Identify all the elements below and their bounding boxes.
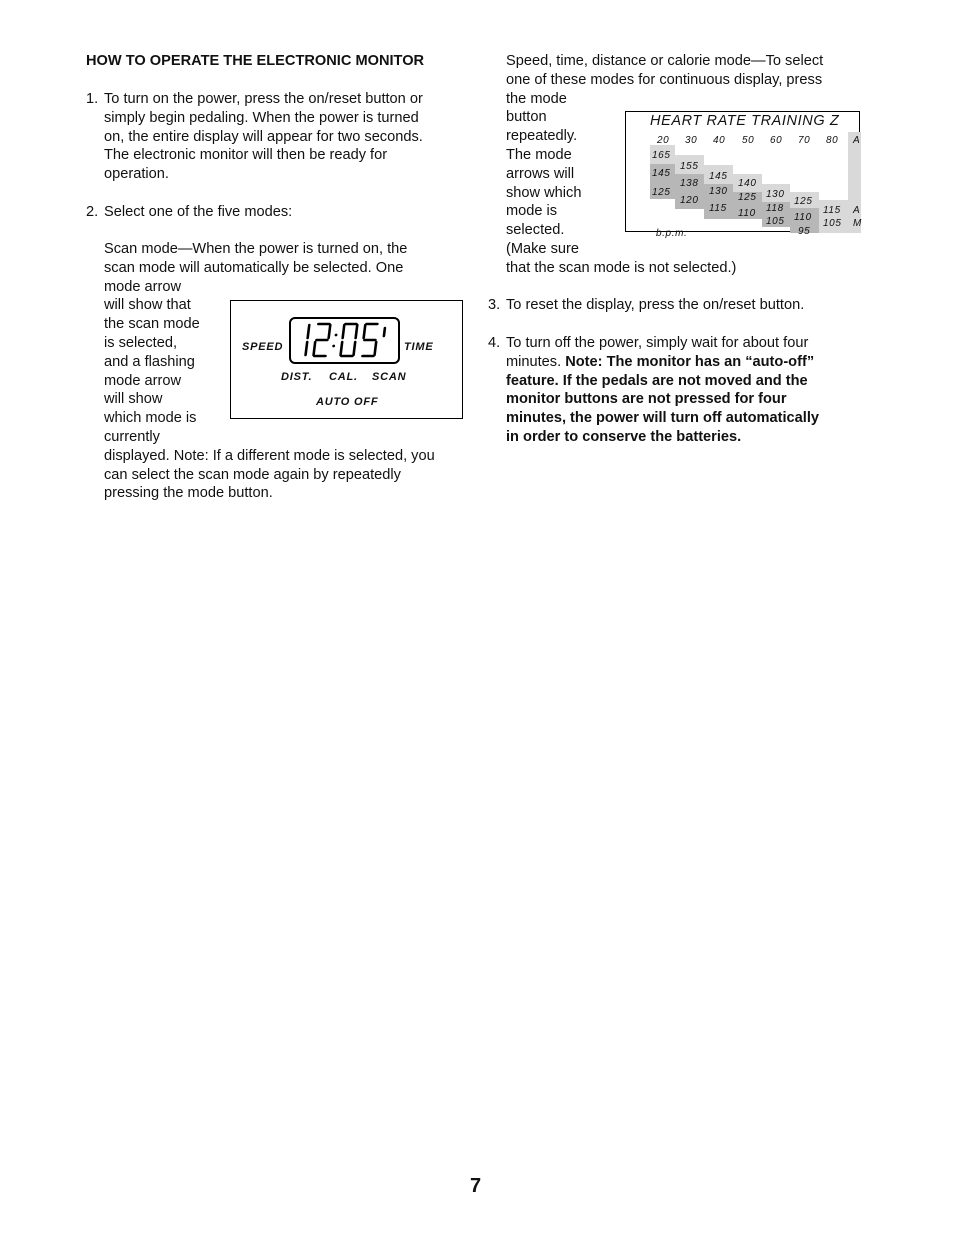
scan-mode-line: can select the scan mode again by repeatedly <box>104 466 401 483</box>
heart-rate-chart <box>625 111 862 239</box>
step-1-number: 1. <box>86 91 99 107</box>
age-label: 60 <box>770 135 783 146</box>
mode-select-line: mode is <box>506 203 558 220</box>
calories-label: CAL. <box>329 371 358 383</box>
step-1-line: To turn on the power, press the on/reset button or <box>104 91 423 107</box>
step-1-line: operation. <box>104 166 169 183</box>
step-3-number: 3. <box>488 297 501 313</box>
mode-select-line: show which <box>506 184 582 201</box>
step-4-line: To turn off the power, simply wait for about four <box>506 335 809 351</box>
step-4-note-line: monitor buttons are not pressed for four <box>506 391 787 408</box>
step-4-note: Note: The monitor has an “auto-off” <box>565 353 815 370</box>
lcd-screen <box>289 317 400 364</box>
step-4-note-line: feature. If the pedals are not moved and the <box>506 372 808 389</box>
bpm-value: 110 <box>738 208 756 219</box>
bpm-unit-label: b.p.m. <box>656 228 688 239</box>
step-1-line: on, the entire display will appear for two seconds. <box>104 128 423 145</box>
scan-mode-line: which mode is <box>104 410 197 427</box>
scan-mode-line: and a flashing <box>104 353 195 370</box>
bpm-value: 125 <box>738 192 757 203</box>
scan-mode-line: Scan mode—When the power is turned on, the <box>104 241 408 257</box>
step-4-plain-text: minutes. <box>506 353 566 370</box>
bpm-value: 105 <box>823 218 842 229</box>
mode-select-line: (Make sure <box>506 240 579 257</box>
scan-mode-line: mode arrow <box>104 372 182 389</box>
scan-mode-line: the scan mode <box>104 316 200 333</box>
step-2-number: 2. <box>86 204 99 220</box>
distance-label: DIST. <box>281 371 313 383</box>
step-4-note-line: minutes, the power will turn off automatically <box>506 410 819 427</box>
monitor-display-figure <box>230 300 463 419</box>
scan-mode-line: currently <box>104 428 160 445</box>
step-2-intro: Select one of the five modes: <box>104 204 293 220</box>
bpm-value: 115 <box>709 203 727 214</box>
scan-mode-line: mode arrow <box>104 278 182 295</box>
bpm-value: 145 <box>709 171 728 182</box>
step-4-text <box>506 334 819 447</box>
bpm-value: 115 <box>823 205 841 216</box>
step-4-note-line: in order to conserve the batteries. <box>506 428 742 445</box>
bpm-value: 165 <box>652 150 671 161</box>
mode-select-line: Speed, time, distance or calorie mode—To select <box>506 53 824 69</box>
mode-select-line: one of these modes for continuous display, press <box>506 71 823 88</box>
bpm-value: 130 <box>709 186 728 197</box>
side-letter: A <box>853 205 861 216</box>
scan-mode-line: scan mode will automatically be selected. One <box>104 259 404 276</box>
bpm-value: 155 <box>680 161 699 172</box>
mode-select-line: The mode <box>506 146 572 163</box>
time-readout-digits <box>291 319 398 362</box>
bpm-value: 110 <box>794 212 812 223</box>
bpm-value: 125 <box>652 187 671 198</box>
section-heading: HOW TO OPERATE THE ELECTRONIC MONITOR <box>86 53 425 69</box>
scan-mode-line: will show <box>104 391 163 408</box>
age-label: 30 <box>685 135 698 146</box>
mode-select-line: selected. <box>506 222 565 239</box>
bpm-value: 95 <box>798 226 811 237</box>
side-letter: M <box>853 218 862 229</box>
age-label: 40 <box>713 135 726 146</box>
heart-rate-chart-title: HEART RATE TRAINING Z <box>650 113 840 129</box>
scan-mode-line: is selected, <box>104 334 178 351</box>
scan-label: SCAN <box>372 371 407 383</box>
mode-select-line: arrows will <box>506 165 575 182</box>
bpm-value: 130 <box>766 189 785 200</box>
step-1-line: simply begin pedaling. When the power is turned <box>104 109 419 126</box>
age-label: 50 <box>742 135 755 146</box>
bpm-value: 118 <box>766 203 784 214</box>
step-3-text: To reset the display, press the on/reset button. <box>506 297 805 313</box>
age-label: A <box>853 135 861 146</box>
mode-select-line: that the scan mode is not selected.) <box>506 259 737 276</box>
scan-mode-line: displayed. Note: If a different mode is selected, you <box>104 447 435 464</box>
scan-mode-line: will show that <box>104 297 191 314</box>
bpm-value: 120 <box>680 195 699 206</box>
speed-label: SPEED <box>242 341 284 353</box>
mode-select-line: repeatedly. <box>506 128 578 145</box>
mode-select-line: button <box>506 109 547 126</box>
age-label: 70 <box>798 135 811 146</box>
time-label: TIME <box>404 341 434 353</box>
step-4-number: 4. <box>488 335 501 351</box>
bpm-value: 138 <box>680 178 699 189</box>
mode-select-line: the mode <box>506 90 567 107</box>
scan-mode-line: pressing the mode button. <box>104 485 273 502</box>
bpm-value: 145 <box>652 168 671 179</box>
step-1-text <box>104 90 423 184</box>
age-label: 20 <box>657 135 670 146</box>
auto-off-label: AUTO OFF <box>316 396 379 408</box>
bpm-value: 125 <box>794 196 813 207</box>
page-number: 7 <box>470 1175 482 1197</box>
step-1-line: The electronic monitor will then be ready for <box>104 147 388 164</box>
bpm-value: 105 <box>766 216 785 227</box>
bpm-value: 140 <box>738 178 757 189</box>
step-4-line <box>506 353 819 372</box>
age-label: 80 <box>826 135 839 146</box>
